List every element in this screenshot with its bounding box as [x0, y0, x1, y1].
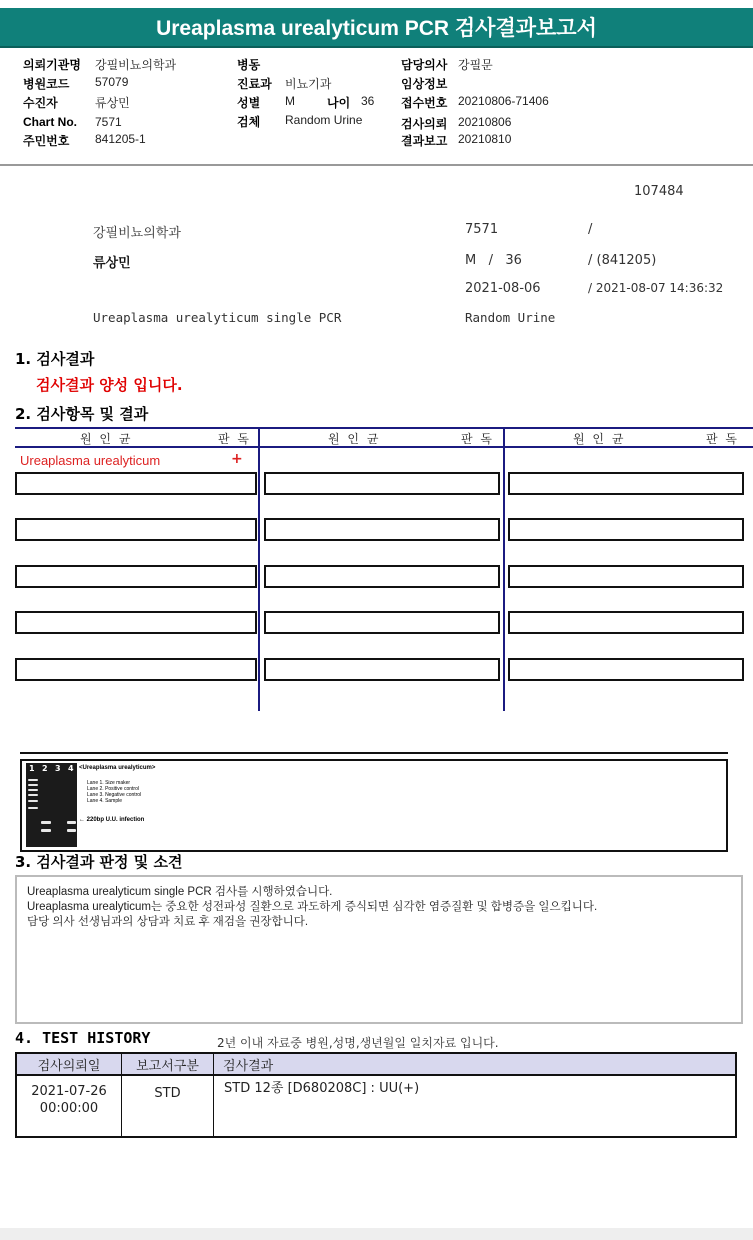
grid-top-line — [15, 427, 753, 429]
result-cell — [15, 611, 257, 634]
history-row-time: 00:00:00 — [39, 1101, 99, 1116]
result-cell — [508, 472, 744, 495]
gel-band — [28, 800, 38, 802]
result-cell — [15, 472, 257, 495]
institution-value: 강필비뇨의학과 — [95, 58, 177, 72]
report-patient: 류상민 — [93, 256, 131, 271]
result-cell — [264, 472, 500, 495]
sex-label: 성별 — [237, 96, 261, 110]
gel-image — [26, 763, 77, 847]
clinical-label: 임상정보 — [401, 77, 448, 91]
gel-image-panel — [20, 759, 728, 852]
result-cell — [15, 518, 257, 541]
result-cell — [264, 658, 500, 681]
report-sex-age: M / 36 — [465, 253, 522, 268]
result-cell — [508, 518, 744, 541]
gel-legend-2: Lane 2. Positive control — [87, 786, 139, 792]
report-time: / 2021-08-07 14:36:32 — [588, 281, 724, 295]
opinion-line-1: Ureaplasma urealyticum single PCR 검사를 시행하였습니다. — [27, 886, 333, 898]
gel-band — [67, 829, 76, 832]
organism-result: + — [231, 451, 243, 467]
age-label: 나이 — [327, 96, 351, 110]
result-cell — [508, 611, 744, 634]
section-opinion-heading: 3. 검사결과 판정 및 소견 — [15, 853, 183, 871]
report-date: 2021-08-06 — [465, 281, 541, 296]
gel-legend-1: Lane 1. Size maker — [87, 780, 131, 786]
col-organism-header-1: 원 인 균 — [80, 432, 133, 446]
request-label: 검사의뢰 — [401, 117, 448, 131]
chart-value: 7571 — [95, 115, 122, 129]
history-row-type: STD — [154, 1086, 181, 1101]
request-value: 20210806 — [458, 115, 512, 129]
resident-label: 주민번호 — [23, 134, 70, 148]
hospital-code-value: 57079 — [95, 75, 129, 89]
result-cell — [264, 611, 500, 634]
result-cell — [508, 658, 744, 681]
gel-band — [28, 807, 38, 809]
gel-lane-4: 4 — [68, 764, 74, 773]
patient-info-panel — [0, 48, 753, 166]
section-history-heading: 4. TEST HISTORY — [15, 1029, 151, 1047]
receipt-label: 접수번호 — [401, 96, 448, 110]
gel-band-label: ← 220bp U.U. infection — [79, 817, 145, 823]
history-table — [15, 1052, 737, 1138]
gel-title: <Ureaplasma urealyticum> — [79, 765, 156, 771]
result-cell — [15, 565, 257, 588]
report-clinic: 강필비뇨의학과 — [93, 226, 181, 241]
dept-label: 진료과 — [237, 77, 272, 91]
col-result-header-2: 판 독 — [461, 432, 494, 446]
report-test-name: Ureaplasma urealyticum single PCR — [93, 310, 342, 325]
section-result-heading: 1. 검사결과 — [15, 350, 95, 368]
col-result-header-3: 판 독 — [706, 432, 739, 446]
doctor-value: 강필문 — [458, 58, 493, 72]
gel-band — [41, 829, 51, 832]
history-col-divider — [213, 1054, 214, 1136]
report-birth: / (841205) — [588, 253, 657, 268]
gel-band — [28, 779, 38, 781]
gel-band — [28, 794, 38, 796]
report-value: 20210810 — [458, 132, 512, 146]
col-organism-header-3: 원 인 균 — [573, 432, 626, 446]
organism-name: Ureaplasma urealyticum — [20, 453, 161, 468]
report-id: 107484 — [634, 184, 684, 199]
report-specimen: Random Urine — [465, 310, 556, 325]
gel-band — [41, 821, 51, 824]
hospital-code-label: 병원코드 — [23, 77, 70, 91]
ward-label: 병동 — [237, 58, 261, 72]
grid-divider-2 — [503, 427, 505, 711]
patient-label: 수진자 — [23, 96, 58, 110]
grid-divider-1 — [258, 427, 260, 711]
gel-band — [28, 784, 38, 786]
chart-label: Chart No. — [23, 115, 77, 129]
receipt-value: 20210806-71406 — [458, 94, 549, 108]
report-label: 결과보고 — [401, 134, 448, 148]
history-row-result: STD 12종 [D680208C] : UU(+) — [224, 1081, 420, 1096]
col-organism-header-2: 원 인 균 — [328, 432, 381, 446]
doctor-label: 담당의사 — [401, 58, 448, 72]
opinion-box — [15, 875, 743, 1024]
result-cell — [264, 518, 500, 541]
gel-lane-3: 3 — [55, 764, 61, 773]
report-chart-no: 7571 — [465, 222, 499, 237]
patient-value: 류상민 — [95, 96, 130, 110]
specimen-value: Random Urine — [285, 113, 363, 127]
history-header-result: 검사결과 — [214, 1054, 735, 1076]
col-result-header-1: 판 독 — [218, 432, 251, 446]
result-cell — [264, 565, 500, 588]
gel-legend-4: Lane 4. Sample — [87, 798, 123, 804]
age-value: 36 — [361, 94, 375, 108]
gel-band — [67, 821, 76, 824]
dept-value: 비뇨기과 — [285, 77, 332, 91]
footer-strip — [0, 1228, 753, 1240]
gel-band — [28, 789, 38, 791]
gel-lane-1: 1 — [29, 764, 35, 773]
institution-label: 의뢰기관명 — [23, 58, 81, 72]
history-note: 2년 이내 자료중 병원,성명,생년월일 일치자료 입니다. — [217, 1036, 499, 1050]
history-header-date: 검사의뢰일 — [17, 1054, 121, 1076]
gel-top-rule — [20, 752, 728, 754]
history-header-type: 보고서구분 — [122, 1054, 213, 1076]
positive-result-message: 검사결과 양성 입니다. — [36, 376, 183, 394]
gel-legend-3: Lane 3. Negative control — [87, 792, 142, 798]
gel-lane-2: 2 — [42, 764, 48, 773]
sex-value: M — [285, 94, 295, 108]
specimen-label: 검체 — [237, 115, 261, 129]
resident-value: 841205-1 — [95, 132, 146, 146]
opinion-line-2: Ureaplasma urealyticum는 중요한 성전파성 질환으로 과도하게 증식되면 심각한 염증질환 및 합병증을 일으킵니다. — [27, 901, 598, 913]
opinion-line-3: 담당 의사 선생님과의 상담과 치료 후 재검을 권장합니다. — [27, 916, 309, 928]
report-title: Ureaplasma urealyticum PCR 검사결과보고서 — [0, 8, 753, 48]
history-row-date: 2021-07-26 — [31, 1084, 107, 1099]
report-slash: / — [588, 222, 593, 237]
result-cell — [508, 565, 744, 588]
section-items-heading: 2. 검사항목 및 결과 — [15, 405, 149, 423]
result-cell — [15, 658, 257, 681]
